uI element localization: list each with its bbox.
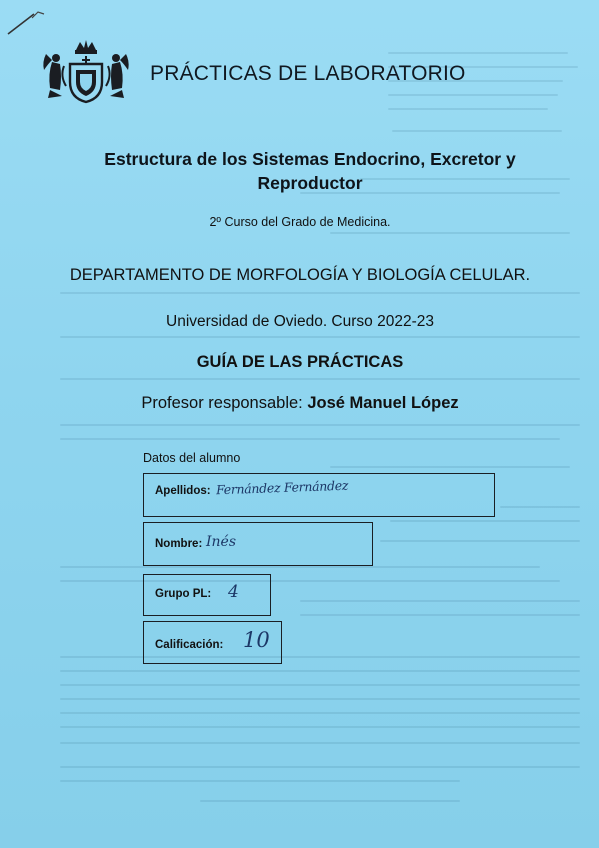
surname-field-box[interactable] — [143, 473, 495, 517]
professor-line — [20, 394, 580, 413]
university-seal-logo — [40, 36, 132, 106]
grade-label: Calificación: — [155, 639, 224, 651]
professor-label: Profesor responsable: — [141, 394, 308, 412]
name-label: Nombre: — [155, 538, 203, 550]
group-label: Grupo PL: — [155, 588, 212, 600]
university-course: Universidad de Oviedo. Curso 2022-23 — [166, 313, 434, 330]
module-title — [50, 147, 570, 195]
course-line: 2º Curso del Grado de Medicina. — [209, 215, 391, 229]
department-name: DEPARTAMENTO DE MORFOLOGÍA Y BIOLOGÍA CELULAR. — [69, 266, 531, 284]
group-handwritten-value: 4 — [228, 582, 239, 602]
student-data-label: Datos del alumno — [143, 451, 241, 465]
module-title-line1: Estructura de los Sistemas Endocrino, Excretor y — [104, 149, 516, 169]
professor-name: José Manuel López — [307, 394, 459, 412]
name-handwritten-value: Inés — [206, 534, 237, 550]
grade-field-box[interactable] — [143, 621, 282, 664]
header-title: PRÁCTICAS DE LABORATORIO — [150, 62, 466, 85]
surname-handwritten-value: Fernández Fernández — [215, 477, 349, 498]
guide-title: GUÍA DE LAS PRÁCTICAS — [196, 353, 404, 371]
grade-handwritten-value: 10 — [243, 628, 270, 652]
name-field-box[interactable] — [143, 522, 373, 566]
group-field-box[interactable] — [143, 574, 271, 616]
pen-stroke-mark — [4, 8, 50, 38]
surname-label: Apellidos: — [155, 485, 211, 497]
module-title-line2: Reproductor — [257, 173, 363, 193]
